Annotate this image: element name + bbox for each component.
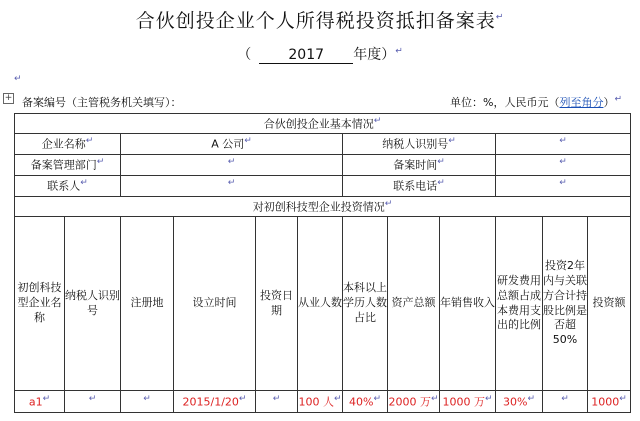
year-line (0, 44, 640, 64)
company-name-label: 企业名称↵ (15, 134, 121, 155)
col-header-annual-sales: 年销售收入 (440, 217, 496, 391)
col-header-company-name: 初创科技型企业名称 (15, 217, 65, 391)
filing-dept-label: 备案管理部门↵ (15, 155, 121, 176)
col-header-taxpayer-id: 纳税人识别号 (65, 217, 121, 391)
company-name-value[interactable]: A 公司↵ (121, 134, 343, 155)
col-header-bachelor-ratio: 本科以上学历人数占比 (343, 217, 388, 391)
cell-annual-sales[interactable]: 1000 万↵ (440, 391, 496, 413)
unit-highlight: 列至角分 (559, 96, 604, 109)
investment-column-headers (15, 217, 631, 391)
paragraph-mark-icon: ↵ (614, 94, 622, 105)
taxpayer-id-label: 纳税人识别号↵ (343, 134, 496, 155)
basic-info-header-row (15, 114, 631, 134)
col-header-rd-ratio: 研发费用总额占成本费用支出的比例 (496, 217, 543, 391)
filing-time-value[interactable]: ↵ (496, 155, 631, 176)
investment-header: 对初创科技型企业投资情况↵ (15, 197, 631, 217)
col-header-employees: 从业人数 (298, 217, 343, 391)
cell-bachelor-ratio[interactable]: 40%↵ (343, 391, 388, 413)
paragraph-mark-icon: ↵ (495, 12, 505, 23)
paragraph-mark-icon: ↵ (395, 46, 403, 57)
basic-row-3 (15, 176, 631, 197)
cell-established-date[interactable]: 2015/1/20↵ (174, 391, 256, 413)
cell-taxpayer-id[interactable]: ↵ (65, 391, 121, 413)
table-row (15, 391, 631, 413)
year-open: （ (237, 47, 252, 63)
investment-header-row (15, 197, 631, 217)
cell-investment-amount[interactable]: 1000↵ (588, 391, 631, 413)
phone-value[interactable]: ↵ (496, 176, 631, 197)
cell-total-assets[interactable]: 2000 万↵ (388, 391, 440, 413)
col-header-total-assets: 资产总额 (388, 217, 440, 391)
cell-related-holding[interactable]: ↵ (543, 391, 588, 413)
year-value[interactable]: 2017 (259, 47, 353, 64)
col-header-investment-amount: 投资额 (588, 217, 631, 391)
col-header-related-holding: 投资2年内与关联方合计持股比例是否超50% (543, 217, 588, 391)
filing-dept-value[interactable]: ↵ (121, 155, 343, 176)
cell-employees[interactable]: 100 人↵ (298, 391, 343, 413)
paragraph-mark-icon: ↵ (14, 74, 22, 84)
form-title: 合伙创投企业个人所得税投资抵扣备案表↵ (135, 10, 505, 32)
cell-investment-date[interactable]: ↵ (256, 391, 298, 413)
contact-value[interactable]: ↵ (121, 176, 343, 197)
basic-row-1 (15, 134, 631, 155)
cell-company-name[interactable]: a1↵ (15, 391, 65, 413)
basic-info-header: 合伙创投企业基本情况↵ (15, 114, 631, 134)
contact-label: 联系人↵ (15, 176, 121, 197)
year-suffix: 年度） (353, 47, 396, 63)
filing-time-label: 备案时间↵ (343, 155, 496, 176)
taxpayer-id-value[interactable]: ↵ (496, 134, 631, 155)
col-header-registered-place: 注册地 (121, 217, 174, 391)
filing-form-table (14, 113, 631, 413)
col-header-established-date: 设立时间 (174, 217, 256, 391)
filing-number-label: 备案编号（主管税务机关填写）： (22, 96, 182, 109)
cell-rd-ratio[interactable]: 30%↵ (496, 391, 543, 413)
col-header-investment-date: 投资日期 (256, 217, 298, 391)
basic-row-2 (15, 155, 631, 176)
cell-registered-place[interactable]: ↵ (121, 391, 174, 413)
phone-label: 联系电话↵ (343, 176, 496, 197)
table-move-handle-icon[interactable]: + (4, 93, 13, 103)
unit-note: 单位：%，人民币元（列至角分）↵ (450, 94, 622, 109)
